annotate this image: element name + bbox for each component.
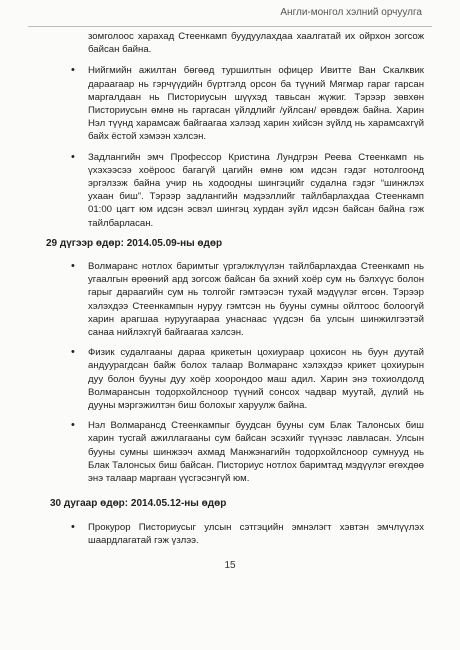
bullet-icon: •: [71, 64, 75, 77]
bullet-list-day-29: [28, 260, 424, 485]
bullet-icon: •: [71, 150, 75, 163]
bullet-icon: •: [71, 260, 75, 273]
list-item-text: Нийгмийн ажилтан бөгөөд туршилтын офицер Ивитте Ван Скалквик дараагаар нь гэрчүүдийн бүртгэлд орсон ба түүний Мягмар гараг гарсан маргалдаан нь Писториусын шүүхэд тавьсан жүжиг. Тэрээр зөвхөн Писториусын өмнө нь гаргасан үйлдлийг /уйлсан/ өрөвдөж байна. Харин Нэл түүнд харамсаж байгаагаа хэлээд харин хийсэн зүйлд нь харамсахгүй байх ёстой хэмээн хэлсэн.: [88, 65, 424, 143]
header-divider: [28, 26, 432, 27]
bullet-list-day-30: [28, 521, 424, 547]
list-item-text: Физик судалгааны дараа крикетын цохиураар цохисон нь буун дуутай андуурагдсан байж болох талаар Волмаранс хэлэхдээ крикет цохиурын дуу болон бууны дуу хоёр хоорондоо маш адил. Харин энэ тохиолдолд Волмарансын тодорхойлсноор түүний сонсох чадвар муутай, дүлий нь дууны мэргэжилтэн биш болохыг харуулж байна.: [88, 347, 424, 412]
page-number: 15: [224, 560, 236, 571]
bullet-icon: •: [71, 346, 75, 359]
list-item: [71, 150, 424, 230]
section-heading-day-29: 29 дүгээр өдөр: 2014.05.09-ны өдөр: [46, 237, 223, 249]
list-item: [71, 346, 424, 412]
list-item-text: Нэл Волмарансд Стеенкампыг буудсан бууны сум Блак Талонсых биш харин тусгай ажиллагааны сум байсан эсэхийг түүнээс лавласан. Улсын бууны сумны шинжээч ахмад Манжэнагийн тодорхойлсноор сумнууд нь Блак Талонсых биш байсан. Писториус нотлох баримтад мэдүүлэг өгөхдөө энэ талаар маргаан үүсгэсэнгүй юм.: [88, 420, 424, 485]
continuation-paragraph: зомголоос харахад Стеенкамп буудуулахдаа хаалгатай их ойрхон зогсож байсан байна.: [88, 31, 424, 56]
document-body: [28, 30, 424, 554]
bullet-list-top: [28, 64, 424, 229]
list-item: [71, 520, 424, 547]
bullet-icon: •: [71, 520, 75, 533]
page-header: Англи-монгол хэлний орчуулга: [280, 7, 422, 18]
list-item-text: Прокурор Писториусыг улсын сэтгэцийн эмнэлэгт хэвтэн эмчлүүлэх шаардлагатай гэж үзлээ.: [88, 521, 424, 546]
list-item-text: Волмаранс нотлох баримтыг үргэлжлүүлэн тайлбарлахдаа Стеенкамп нь угаалгын өрөөний ард зогсож байсан ба эхний хоёр сум нь бэлхүүс болон гарыг дараагийн сум нь толгойг гэмтээсэн тухай мэдүүлэг өгсөн. Тэрээр хэлэхдээ Стеенкампын нуруу гэмтсэн нь бууны сумны ойлтоос болоогүй харин арагшаа нуруугаараа унаснаас үүдсэн ба улсын шинжилгээтэй санаа нийлэхгүй байгаагаа хэлсэн.: [88, 261, 424, 339]
section-heading-day-30: 30 дугаар өдөр: 2014.05.12-ны өдөр: [50, 498, 227, 510]
bullet-icon: •: [71, 419, 75, 432]
list-item-text: Задлангийн эмч Профессор Кристина Лундгрэн Реева Стеенкамп нь үхэхээсээ хоёроос багагүй цагийн өмнө юм идсэн гэдэг нотолгоонд эргэлзэж байна учир нь ходоодны шингэцийг судална гэдэг “шинжлэх ухаан биш”. Тэрээр задлангийн мэдээллийг тайлбарлахдаа Стеенкамп 01:00 цагт юм идсэн эсвэл шингэц хурдан зүйл идсэн байсан байна гэж тайлбарласан.: [88, 151, 424, 229]
list-item: [71, 64, 424, 143]
list-item: [71, 419, 424, 485]
list-item: [71, 260, 424, 339]
